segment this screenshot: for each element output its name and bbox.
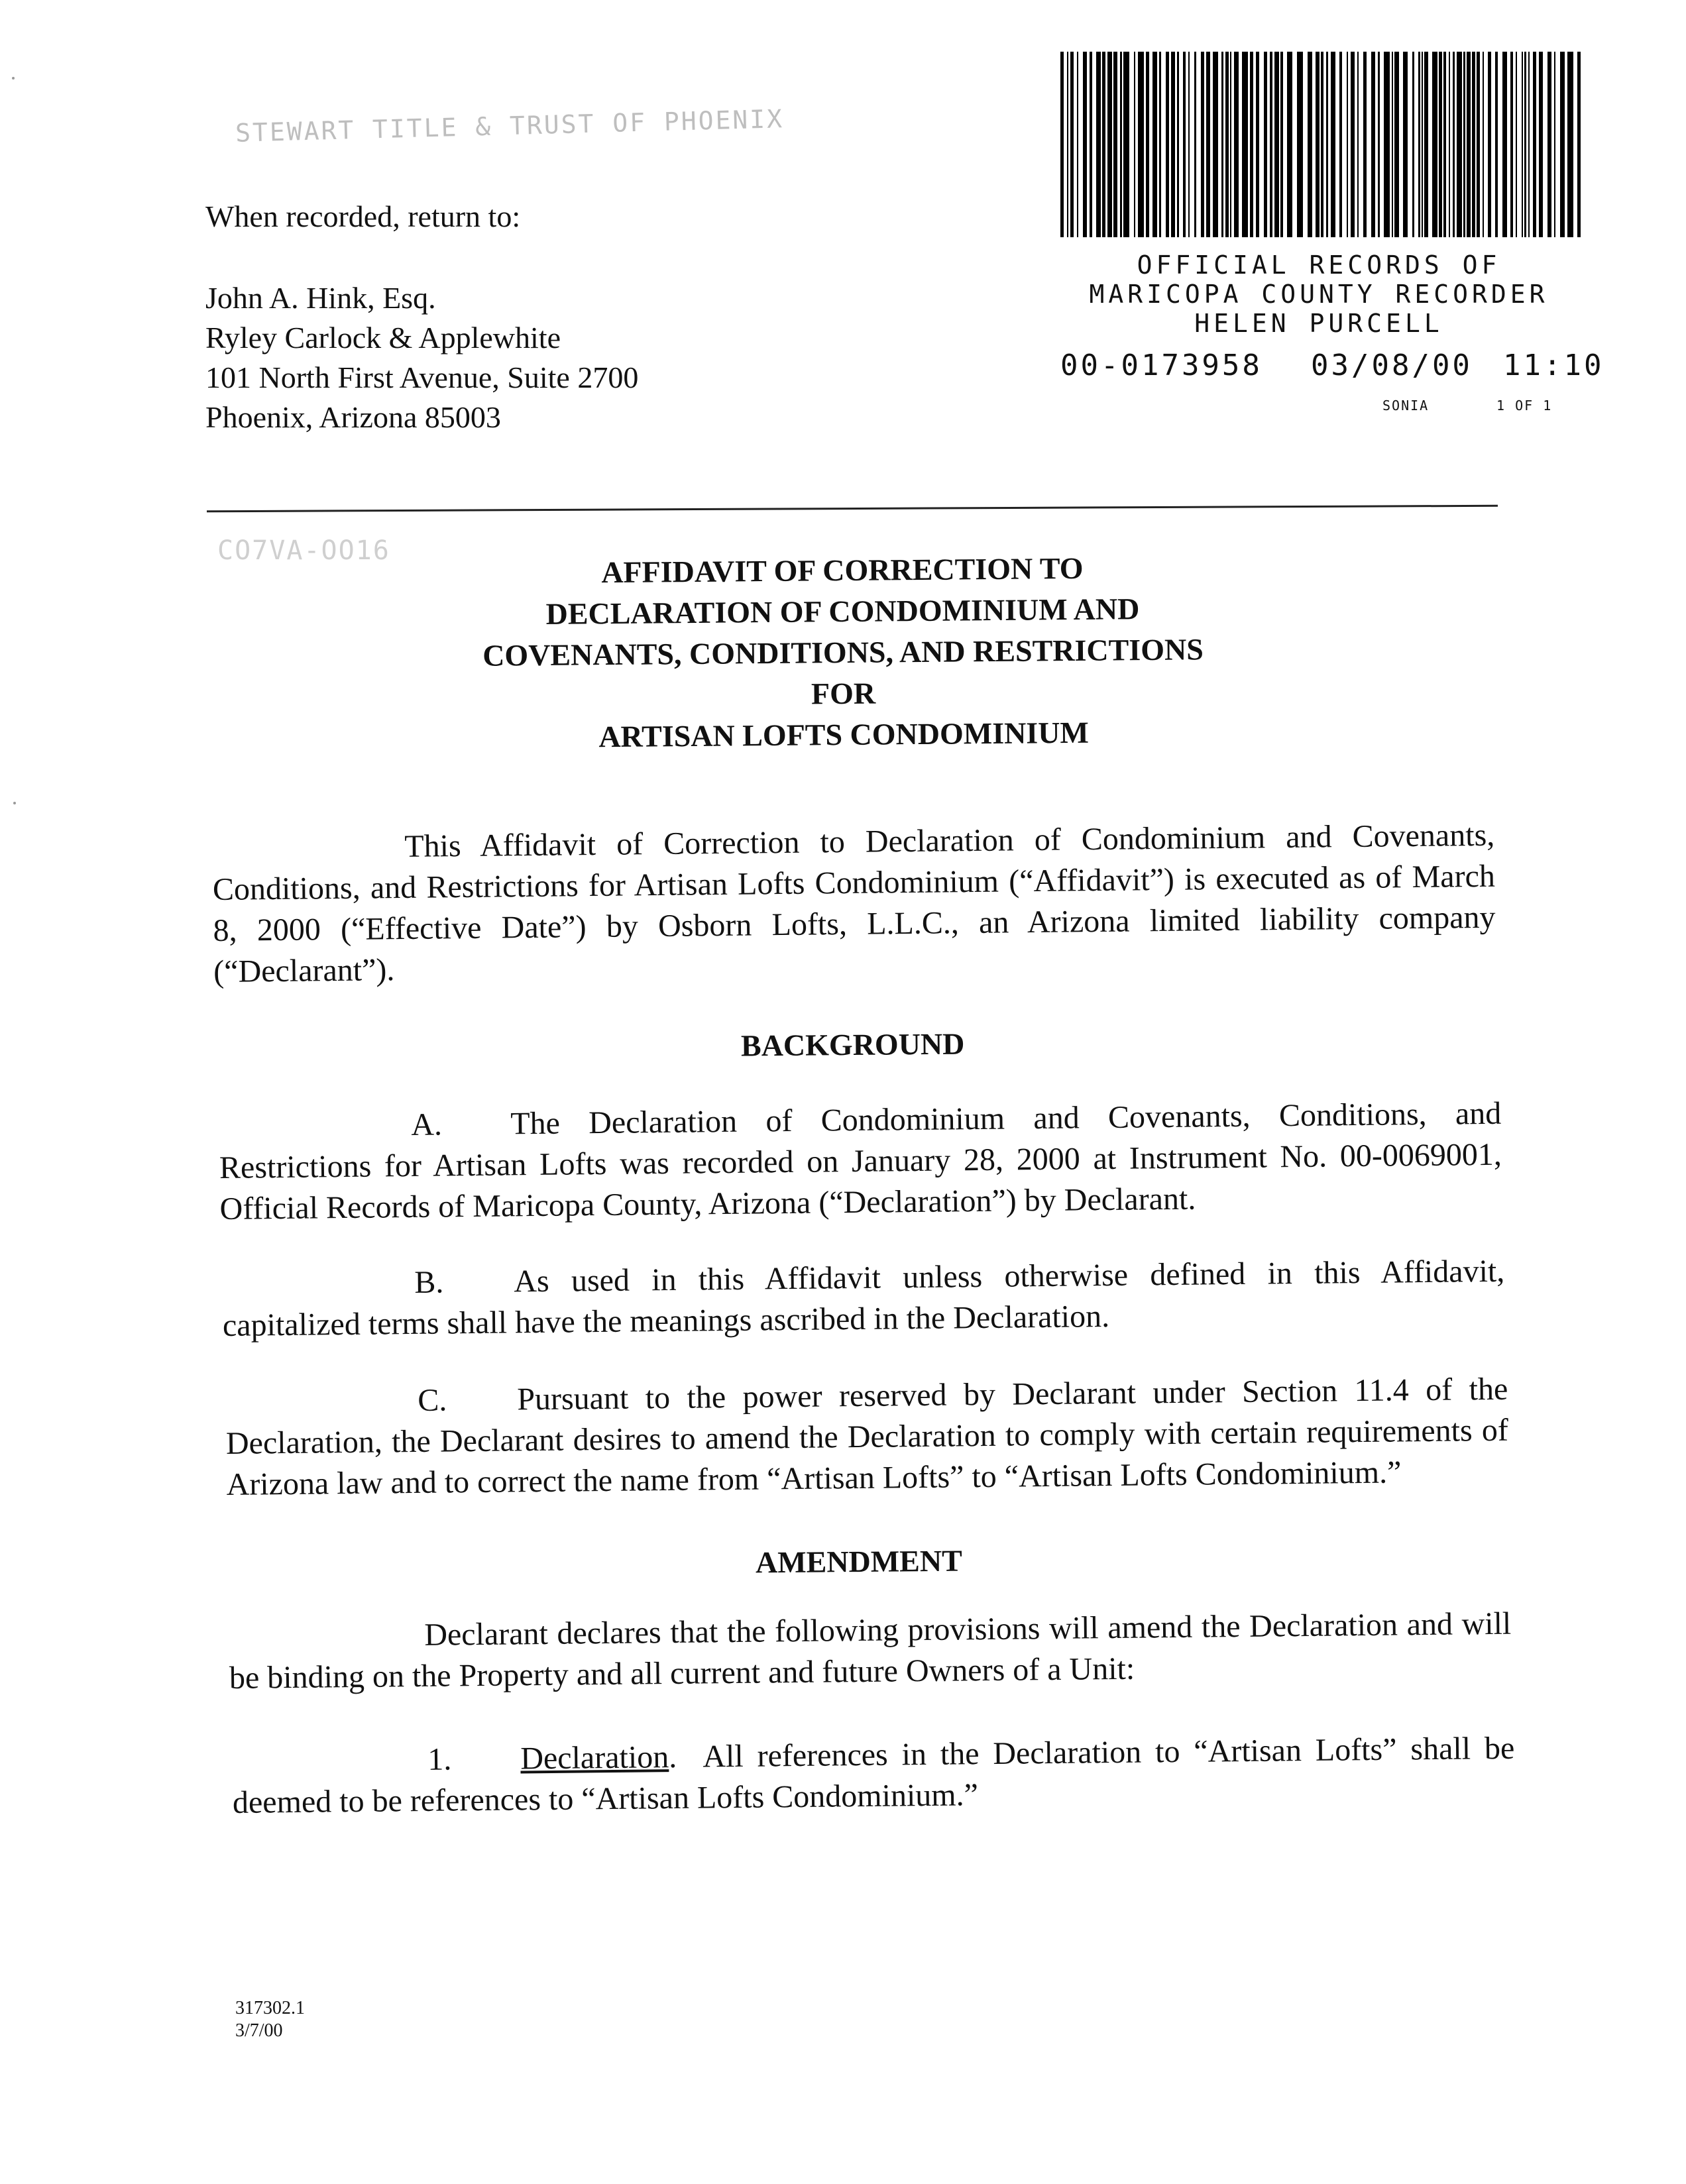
recording-time: 11:10 <box>1503 349 1604 382</box>
document-date: 3/7/00 <box>235 2020 283 2041</box>
title-line: DECLARATION OF CONDOMINIUM AND <box>545 592 1140 631</box>
title-company-stamp: STEWART TITLE & TRUST OF PHOENIX <box>235 104 785 148</box>
recorder-block <box>1054 250 1604 413</box>
document-footer <box>235 1997 305 2042</box>
barcode-image <box>1060 52 1584 237</box>
item-title-period: . <box>668 1739 703 1775</box>
recorder-line-3: HELEN PURCELL <box>1194 309 1443 338</box>
address-line: Phoenix, Arizona 85003 <box>205 400 501 434</box>
return-label: When recorded, return to: <box>205 199 521 233</box>
title-line: AFFIDAVIT OF CORRECTION TO <box>601 551 1084 590</box>
background-item-c <box>225 1369 1509 1505</box>
item-title: Declaration <box>520 1739 669 1776</box>
title-line: ARTISAN LOFTS CONDOMINIUM <box>598 715 1090 754</box>
amendment-heading: AMENDMENT <box>755 1543 962 1580</box>
instrument-number: 00-0173958 <box>1060 349 1263 382</box>
amendment-intro: Declarant declares that the following provisions will amend the Declaration and will be binding on the Property and all current and future Owners of a Unit: <box>229 1606 1512 1696</box>
item-marker: C. <box>418 1382 447 1418</box>
document-id: 317302.1 <box>235 1998 305 2018</box>
return-address <box>205 278 638 437</box>
title-line: COVENANTS, CONDITIONS, AND RESTRICTIONS <box>482 632 1204 673</box>
recording-clerk: SONIA <box>1382 398 1430 413</box>
item-marker: A. <box>411 1107 443 1142</box>
item-text: All references in the Declaration to “Artisan Lofts” shall be deemed to be references to “Artisan Lofts Condominium.” <box>232 1730 1515 1820</box>
scan-speck <box>13 802 16 804</box>
item-marker: B. <box>414 1264 444 1300</box>
background-item-a <box>219 1093 1502 1230</box>
item-text: As used in this Affidavit unless otherwise defined in this Affidavit, capitalized terms shall have the meanings ascribed in the Declaration. <box>222 1253 1505 1343</box>
address-line: John A. Hink, Esq. <box>205 281 436 315</box>
background-item-b <box>222 1251 1505 1346</box>
recording-date: 03/08/00 <box>1311 349 1473 382</box>
intro-paragraph: This Affidavit of Correction to Declaration of Condominium and Covenants, Conditions, and Restrictions for Artisan Lofts Condominium (“Affidavit”) is executed as of March 8, 2000 (“Effective Date”) by Osborn Lofts, L.L.C., an Arizona limited liability company (“Declarant”). <box>212 817 1496 989</box>
recording-page-count: 1 OF 1 <box>1496 398 1553 413</box>
recorder-line-1: OFFICIAL RECORDS OF <box>1137 250 1501 280</box>
background-heading: BACKGROUND <box>740 1026 965 1063</box>
scan-speck <box>12 77 15 80</box>
document-title <box>0 543 1686 763</box>
amendment-item-1 <box>232 1728 1515 1824</box>
recorder-line-2: MARICOPA COUNTY RECORDER <box>1089 280 1549 309</box>
title-line: FOR <box>811 676 876 711</box>
item-text: The Declaration of Condominium and Covenants, Conditions, and Restrictions for Artisan Lofts was recorded on January 28, 2000 at Instrument No. 00-0069001, Official Records of Maricopa County, Arizona (“Declaration”) by Declarant. <box>219 1095 1502 1227</box>
item-marker: 1. <box>427 1741 452 1777</box>
divider <box>207 505 1498 512</box>
item-text: Pursuant to the power reserved by Declarant under Section 11.4 of the Declaration, the Declarant desires to amend the Declaration to comply with certain requirements of Arizona law and to correct the name from “Artisan Lofts” to “Artisan Lofts Condominium.” <box>225 1371 1509 1502</box>
address-line: Ryley Carlock & Applewhite <box>205 321 561 355</box>
address-line: 101 North First Avenue, Suite 2700 <box>205 360 639 394</box>
faint-stamp: CO7VA-OO16 <box>217 535 390 566</box>
